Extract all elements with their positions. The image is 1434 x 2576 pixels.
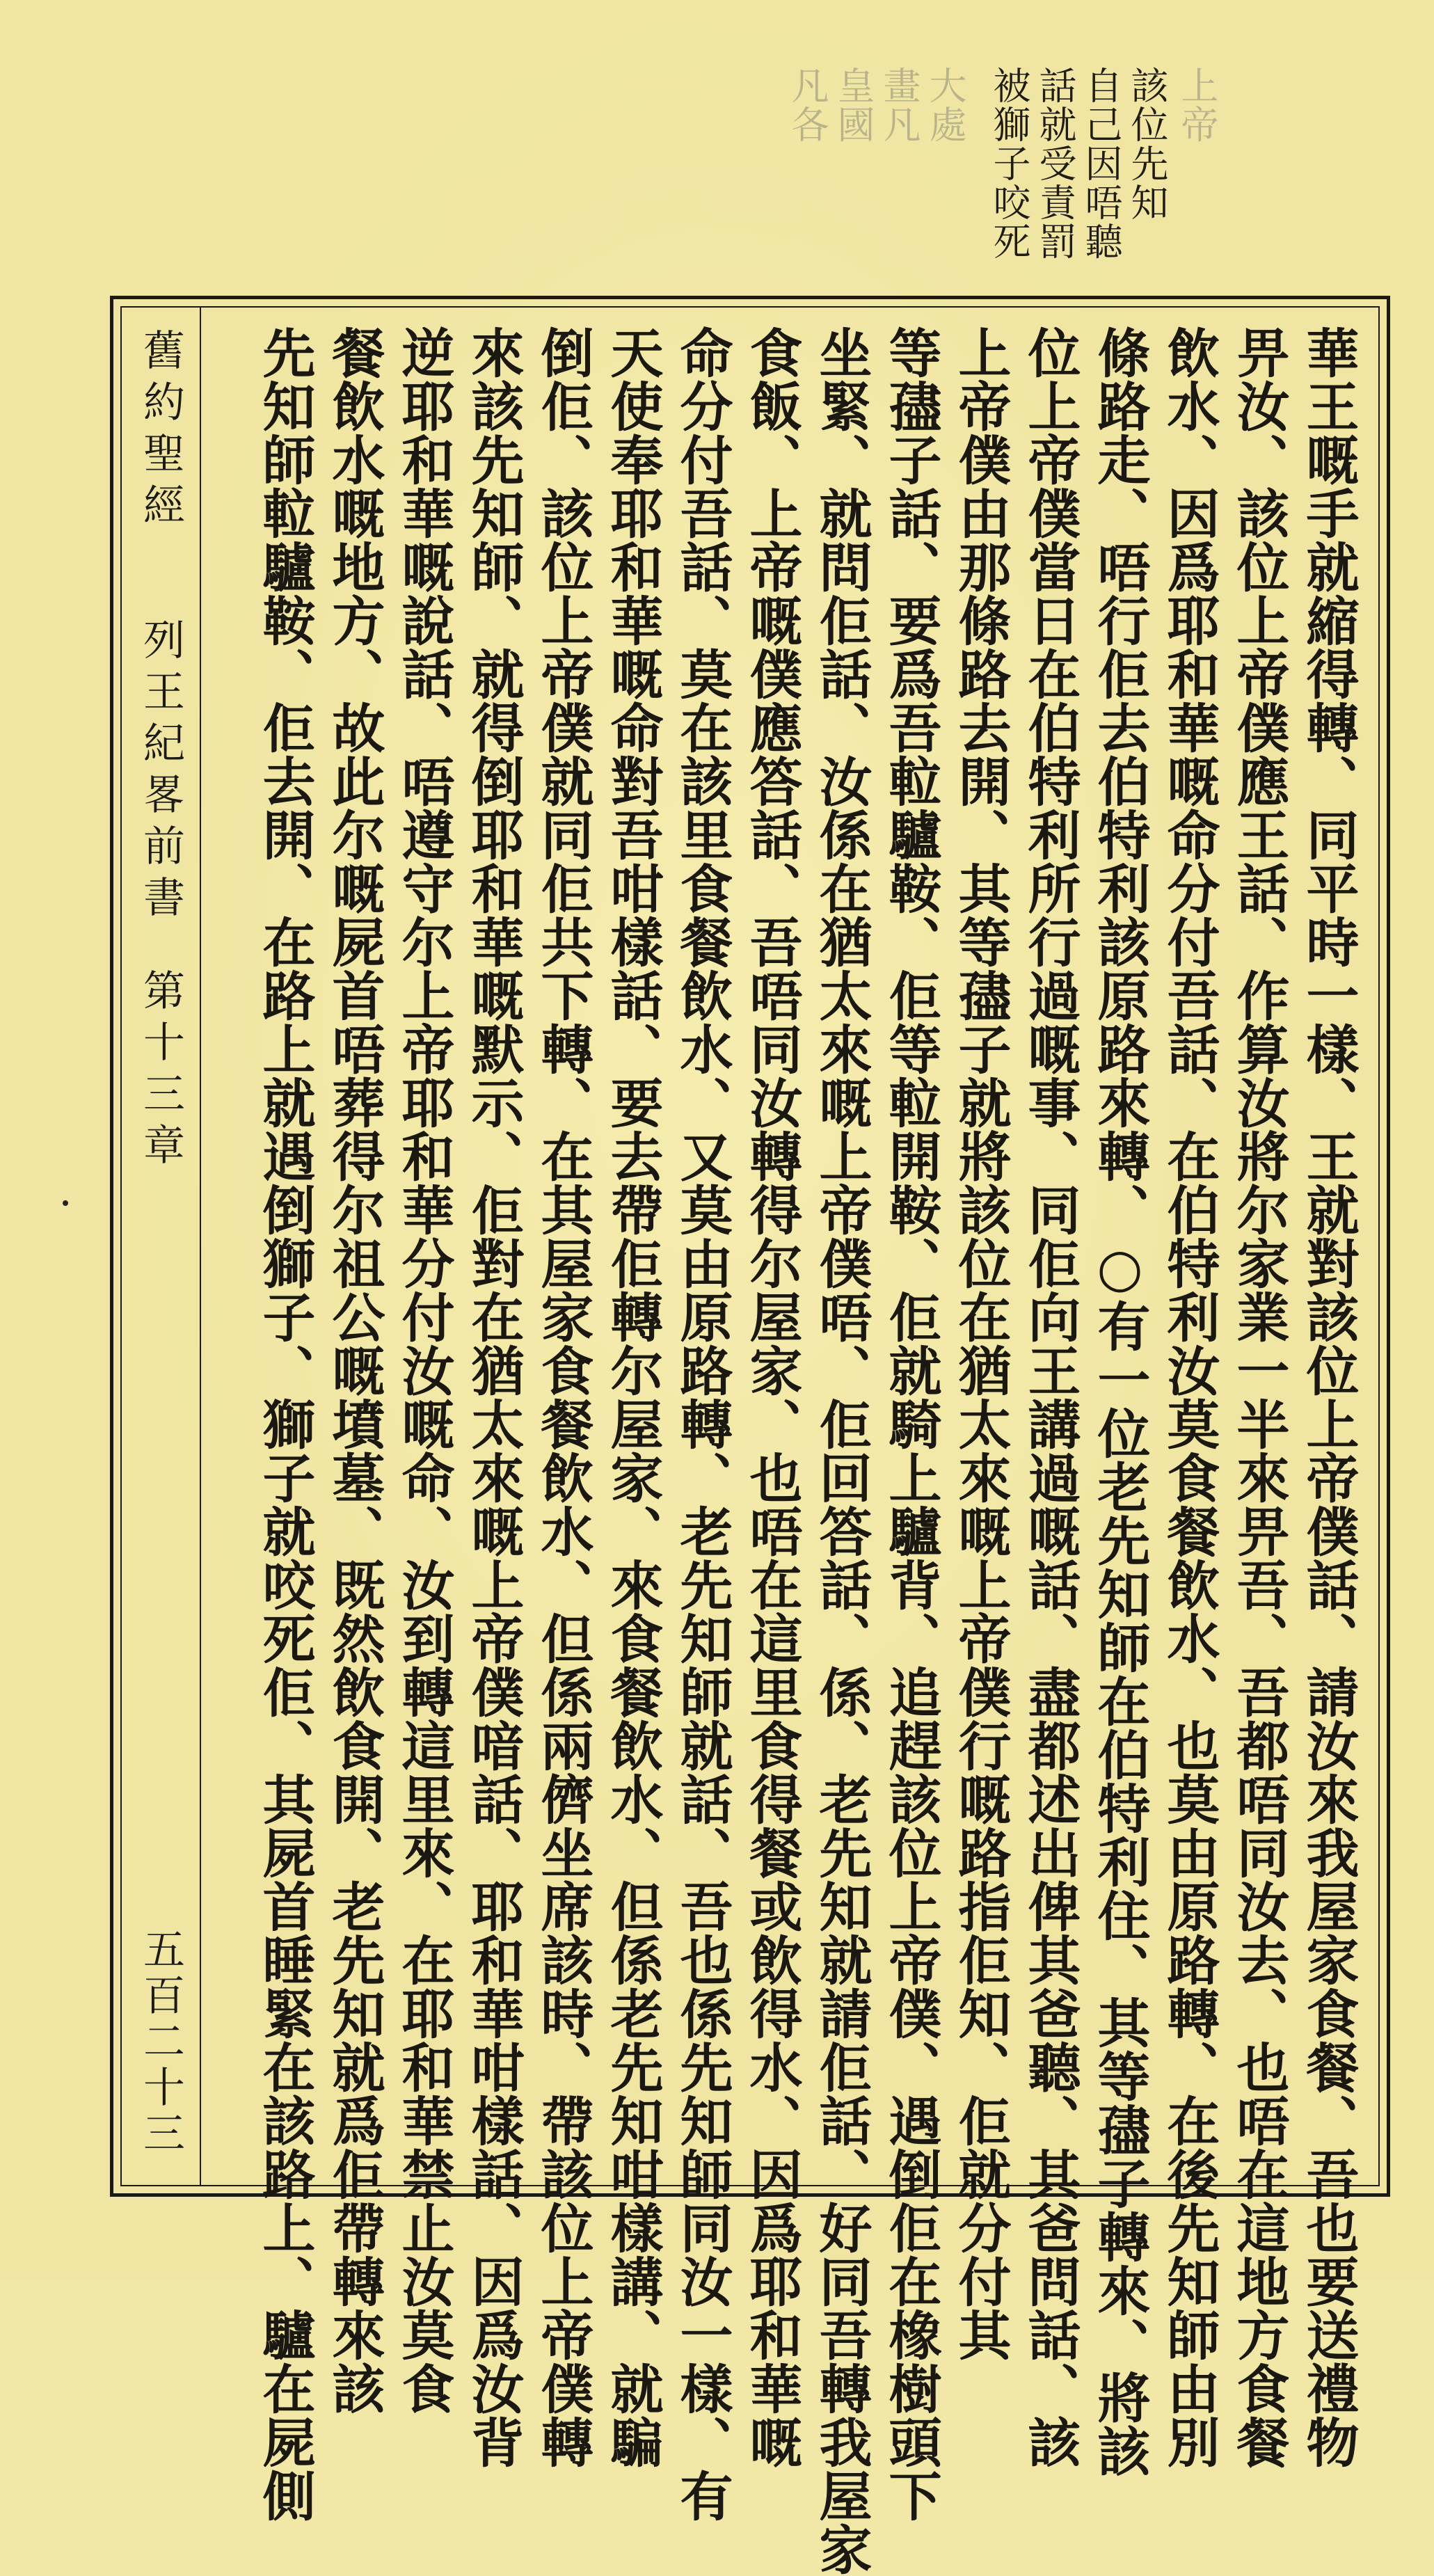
- text-column: 華王嘅手就縮得轉、同平時一樣、王就對該位上帝僕話、請汝來我屋家食餐、吾也要送禮物: [1298, 326, 1360, 2469]
- faint-note-col: 上帝: [1175, 66, 1219, 144]
- marginal-header: [786, 66, 1232, 275]
- header-note-col: 自己因唔聽: [1079, 66, 1123, 261]
- faint-note-col: 凡各: [786, 66, 829, 144]
- text-column: 倒佢、該位上帝僕就同佢共下轉、在其屋家食餐飲水、但係兩儕坐席該時、帶該位上帝僕轉: [532, 326, 594, 2469]
- header-note-col: 被獅子咬死: [987, 66, 1031, 261]
- page-number: 五百二十三: [136, 1927, 185, 2157]
- text-column: 等孻子話、要爲吾𨋢驢鞍、佢等𨋢開鞍、佢就騎上驢背、追趕該位上帝僕、遇倒佢在橡樹頭下: [880, 326, 942, 2522]
- text-column: 天使奉耶和華嘅命對吾咁樣話、要去帶佢轉尔屋家、來食餐飲水、但係老先知咁樣講、就騙: [602, 326, 664, 2469]
- text-column: 上帝僕由那條路去開、其等孻子就將該位在猶太來嘅上帝僕行嘅路指佢知、佢就分付其: [950, 326, 1012, 2362]
- inner-border: [120, 306, 1380, 2576]
- faint-note-col: 皇國: [831, 66, 875, 144]
- column-rule: [200, 308, 201, 2185]
- text-column: 位上帝僕當日在伯特利所行過嘅事、同佢向王講過嘅話、盡都述出俾其爸聽、其爸問話、該: [1019, 326, 1081, 2469]
- section-title: 列王紀畧前書: [136, 618, 185, 927]
- faint-note-col: 大處: [923, 66, 967, 144]
- running-title: [134, 328, 187, 1175]
- book-title: 舊約聖經: [136, 328, 185, 534]
- text-column: 條路走、唔行佢去伯特利該原路來轉、○有一位老先知師在伯特利住、其等孻子轉來、將該: [1089, 326, 1151, 2478]
- text-column: 逆耶和華嘅說話、唔遵守尔上帝耶和華分付汝嘅命、汝到轉這里來、在耶和華禁止汝莫食: [393, 326, 455, 2415]
- faint-note-col: 畫凡: [877, 66, 921, 144]
- header-note-col: 話就受責罰: [1033, 66, 1077, 261]
- text-column: 坐緊、就問佢話、汝係在猶太來嘅上帝僕唔、佢回答話、係、老先知就請佢話、好同吾轉我屋家: [811, 326, 873, 2576]
- text-column: 飲水、因爲耶和華嘅命分付吾話、在伯特利汝莫食餐飲水、也莫由原路轉、在後先知師由別: [1158, 326, 1220, 2469]
- header-note-col: 該位先知: [1125, 66, 1169, 222]
- text-frame: [110, 296, 1390, 2576]
- text-column: 畀汝、該位上帝僕應王話、作算汝將尔家業一半來畀吾、吾都唔同汝去、也唔在這地方食餐: [1228, 326, 1290, 2469]
- chapter-label: 第十三章: [136, 969, 185, 1175]
- ink-speck: [63, 1200, 68, 1206]
- text-column: 命分付吾話、莫在該里食餐飲水、又莫由原路轉、老先知師就話、吾也係先知師同汝一樣、有: [671, 326, 733, 2522]
- text-column: 食飯、上帝嘅僕應答話、吾唔同汝轉得尔屋家、也唔在這里食得餐或飲得水、因爲耶和華嘅: [741, 326, 803, 2469]
- running-title-sidebar: [122, 308, 200, 2185]
- text-column: 餐飲水嘅地方、故此尔嘅屍首唔葬得尔祖公嘅墳墓、既然飲食開、老先知就爲佢帶轉來該: [324, 326, 385, 2415]
- text-column: 來該先知師、就得倒耶和華嘅默示、佢對在猶太來嘅上帝僕喑話、耶和華咁樣話、因爲汝背: [463, 326, 525, 2469]
- text-column: 先知師𨋢驢鞍、佢去開、在路上就遇倒獅子、獅子就咬死佢、其屍首睡緊在該路上、驢在屍側: [254, 326, 316, 2522]
